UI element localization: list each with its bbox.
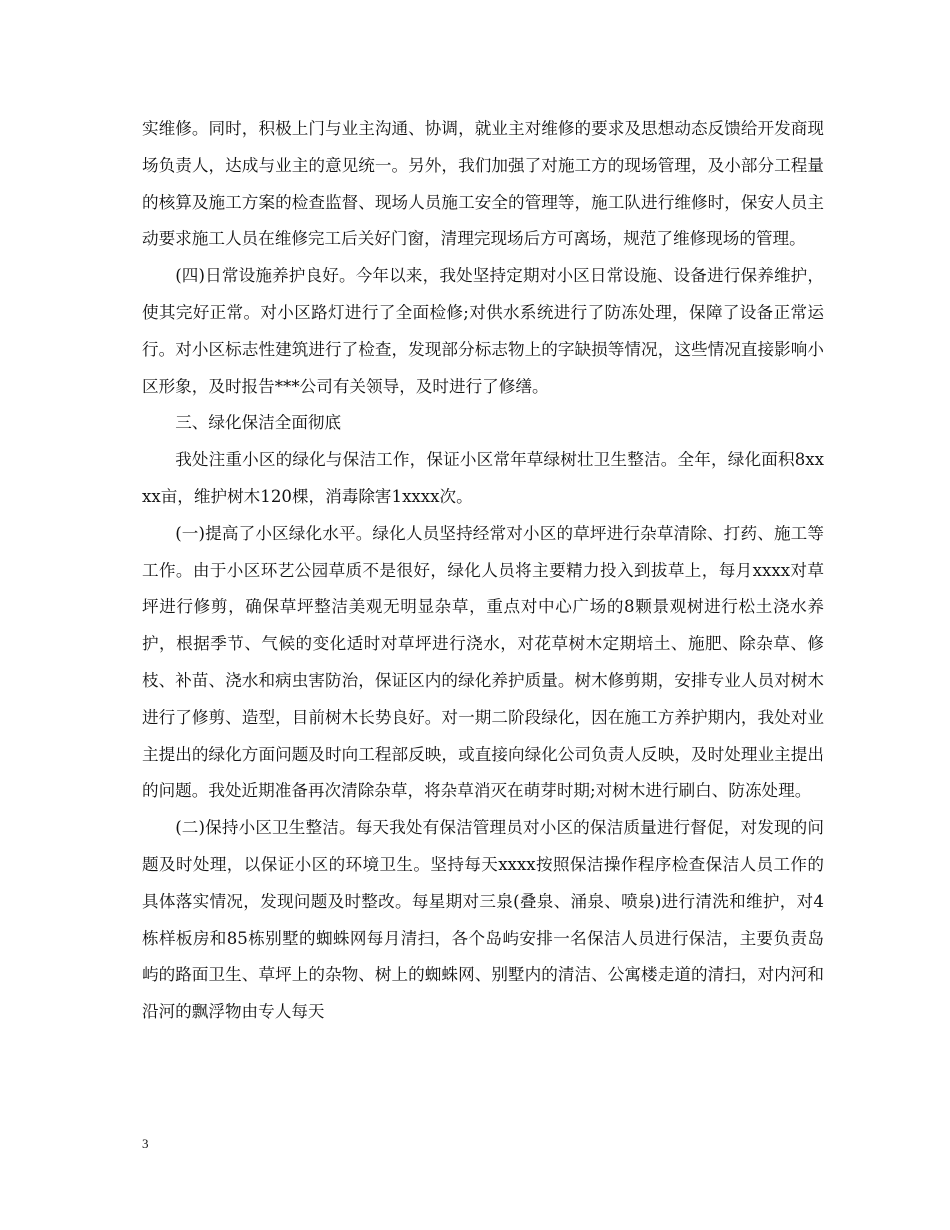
page-number: 3 xyxy=(142,1136,149,1151)
paragraph-greening-summary: 我处注重小区的绿化与保洁工作，保证小区常年草绿树壮卫生整洁。全年，绿化面积8xxxx亩，维护树木120棵，消毒除害1xxxx次。 xyxy=(142,450,824,506)
paragraph-facility-maintenance: (四)日常设施养护良好。今年以来，我处坚持定期对小区日常设施、设备进行保养维护，使其完好正常。对小区路灯进行了全面检修;对供水系统进行了防冻处理，保障了设备正常运行。对小区标志性建筑进行了检查，发现部分标志物上的字缺损等情况，这些情况直接影响小区形象，及时报告***公司有关领导，及时进行了修缮。 xyxy=(142,266,824,396)
paragraph-maintenance-continued: 实维修。同时，积极上门与业主沟通、协调，就业主对维修的要求及思想动态反馈给开发商现场负责人，达成与业主的意见统一。另外，我们加强了对施工方的现场管理，及小部分工程量的核算及施工方案的检查监督、现场人员施工安全的管理等，施工队进行维修时，保安人员主动要求施工人员在维修完工后关好门窗，清理完现场后方可离场，规范了维修现场的管理。 xyxy=(142,119,824,249)
section-heading-greening: 三、绿化保洁全面彻底 xyxy=(175,413,342,433)
paragraph-greening-level: (一)提高了小区绿化水平。绿化人员坚持经常对小区的草坪进行杂草清除、打药、施工等工作。由于小区环艺公园草质不是很好，绿化人员将主要精力投入到拔草上，每月xxxx对草坪进行修剪，确保草坪整洁美观无明显杂草，重点对中心广场的8颗景观树进行松土浇水养护，根据季节、气候的变化适时对草坪进行浇水，对花草树木定期培土、施肥、除杂草、修枝、补苗、浇水和病虫害防治，保证区内的绿化养护质量。树木修剪期，安排专业人员对树木进行了修剪、造型，目前树木长势良好。对一期二阶段绿化，因在施工方养护期内，我处对业主提出的绿化方面问题及时向工程部反映，或直接向绿化公司负责人反映，及时处理业主提出的问题。我处近期准备再次清除杂草，将杂草消灭在萌芽时期;对树木进行刷白、防冻处理。 xyxy=(142,523,824,801)
paragraph-cleanliness: (二)保持小区卫生整洁。每天我处有保洁管理员对小区的保洁质量进行督促，对发现的问题及时处理，以保证小区的环境卫生。坚持每天xxxx按照保洁操作程序检查保洁人员工作的具体落实情况，发现问题及时整改。每星期对三泉(叠泉、涌泉、喷泉)进行清洗和维护，对4栋样板房和85栋别墅的蜘蛛网每月清扫，各个岛屿安排一名保洁人员进行保洁，主要负责岛屿的路面卫生、草坪上的杂物、树上的蜘蛛网、别墅内的清洁、公寓楼走道的清扫，对内河和沿河的飘浮物由专人每天 xyxy=(142,818,824,1022)
document-body xyxy=(142,111,824,1031)
